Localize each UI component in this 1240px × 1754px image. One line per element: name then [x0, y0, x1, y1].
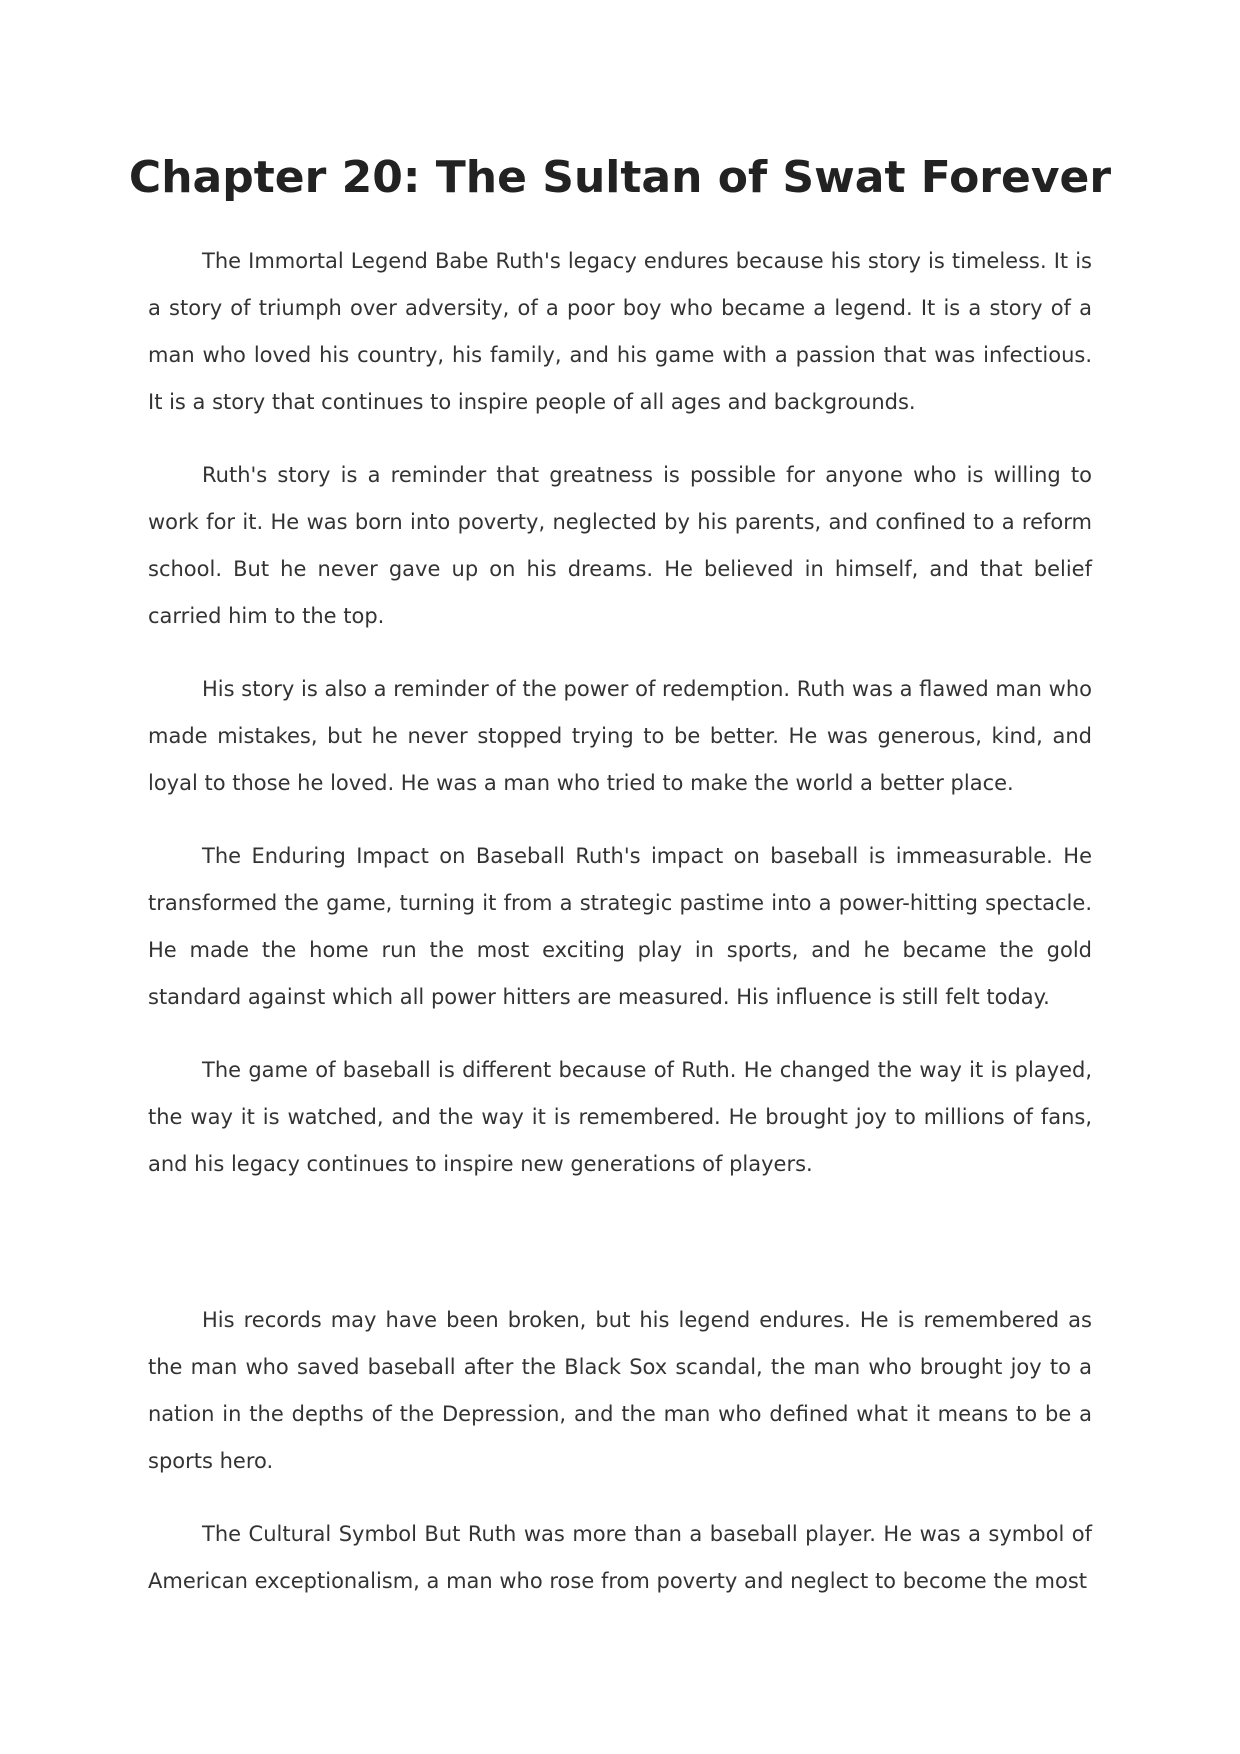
body-text-lower: [148, 1297, 1092, 1605]
paragraph-continued: The Cultural Symbol But Ruth was more than a baseball player. He was a symbol of American exceptionalism, a man who rose from poverty and neglect to become the most: [148, 1522, 1092, 1593]
body-text-upper: [148, 238, 1092, 1188]
paragraph: The Immortal Legend Babe Ruth's legacy endures because his story is timeless. It is a story of triumph over adversity, of a poor boy who became a legend. It is a story of a man who loved his country, his family, and his game with a passion that was infectious. It is a story that continues to inspire people of all ages and backgrounds.: [148, 249, 1092, 414]
chapter-title: Chapter 20: The Sultan of Swat Forever: [128, 152, 1112, 203]
paragraph: His story is also a reminder of the power of redemption. Ruth was a flawed man who made mistakes, but he never stopped trying to be better. He was generous, kind, and loyal to those he loved. He was a man who tried to make the world a better place.: [148, 677, 1092, 795]
paragraph: His records may have been broken, but his legend endures. He is remembered as the man who saved baseball after the Black Sox scandal, the man who brought joy to a nation in the depths of the Depression, and the man who defined what it means to be a sports hero.: [148, 1308, 1092, 1473]
paragraph: The game of baseball is different because of Ruth. He changed the way it is played, the way it is watched, and the way it is remembered. He brought joy to millions of fans, and his legacy continues to inspire new generations of players.: [148, 1058, 1092, 1176]
paragraph: Ruth's story is a reminder that greatness is possible for anyone who is willing to work for it. He was born into poverty, neglected by his parents, and confined to a reform school. But he never gave up on his dreams. He believed in himself, and that belief carried him to the top.: [148, 463, 1092, 628]
paragraph: The Enduring Impact on Baseball Ruth's impact on baseball is immeasurable. He transformed the game, turning it from a strategic pastime into a power-hitting spectacle. He made the home run the most exciting play in sports, and he became the gold standard against which all power hitters are measured. His influence is still felt today.: [148, 844, 1092, 1009]
